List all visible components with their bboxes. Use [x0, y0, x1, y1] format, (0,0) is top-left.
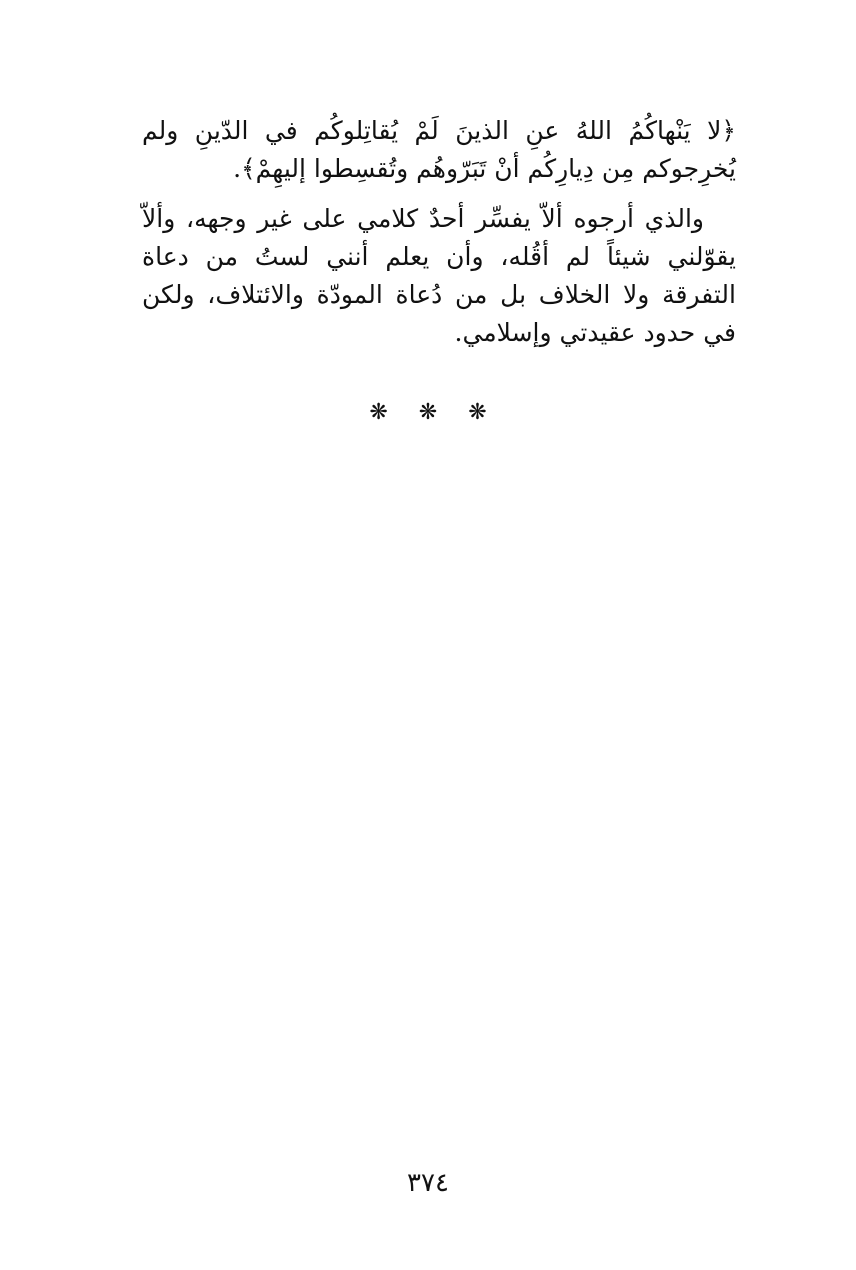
body-text	[142, 112, 736, 352]
separator-star-icon: ❋	[418, 400, 438, 425]
body-paragraph: والذي أرجوه ألاّ يفسِّر أحدٌ كلامي على غير وجهه، وألاّ يقوّلني شيئاً لم أقُله، وأن يعلم أنني لستُ من دعاة التفرقة ولا الخلاف بل من دُعاة المودّة والائتلاف، ولكن في حدود عقيدتي وإسلامي.	[142, 204, 736, 347]
separator-star-icon: ❋	[468, 400, 487, 425]
page-number: ٣٧٤	[407, 1168, 449, 1198]
quran-verse: ﴿لا يَنْهاكُمُ اللهُ عنِ الذينَ لَمْ يُقاتِلوكُم في الدّينِ ولم يُخرِجوكم مِن دِيارِكُم أنْ تَبَرّوهُم وتُقسِطوا إليهِمْ﴾.	[142, 116, 736, 183]
separator-star-icon: ❋	[369, 400, 388, 425]
section-separator	[0, 400, 856, 425]
